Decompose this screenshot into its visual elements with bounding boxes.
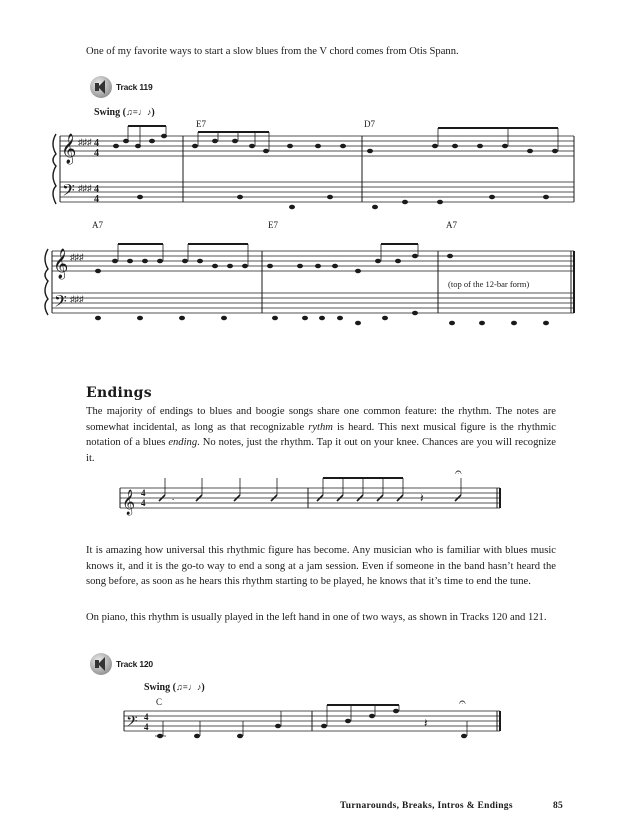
intro-text: One of my favorite ways to start a slow blues from the V chord comes from Otis Spann.: [86, 46, 459, 57]
time-sig-bottom: 4: [94, 194, 99, 205]
time-sig-bottom: 4: [141, 498, 146, 508]
fermata-icon: 𝄐: [455, 465, 462, 479]
time-sig-bottom: 4: [94, 148, 99, 159]
key-signature: ♯♯♯: [78, 137, 92, 147]
rest-icon: 𝄽: [424, 716, 428, 730]
chord-symbol: C: [156, 697, 163, 707]
time-sig-top: 4: [141, 488, 146, 498]
section-heading: Endings: [86, 385, 152, 401]
text-run: The majority of endings to blues and boogie songs share one common feature: the rhythm. The notes are somewhat incidental, as long as that recognizable: [86, 406, 556, 433]
footer-title: Turnarounds, Breaks, Intros & Endings: [340, 801, 513, 811]
swing-marking: Swing (♫=♩♪): [94, 107, 155, 118]
bass-clef-icon: 𝄢: [126, 713, 138, 734]
swing-marking: Swing (♫=♩♪): [144, 682, 205, 693]
chord-symbol: A7: [92, 220, 103, 230]
key-signature: ♯♯♯: [70, 252, 84, 262]
text-run: is heard. This next musical figure is the rhythmic notation of a blues: [86, 421, 556, 449]
swing-close: ): [151, 107, 155, 118]
swing-close: ): [201, 682, 205, 693]
time-sig-top: 4: [94, 184, 99, 195]
dot: .: [172, 492, 175, 502]
page-number: 85: [553, 801, 564, 811]
track-label: Track 120: [116, 659, 153, 669]
treble-clef-icon: 𝄞: [61, 134, 77, 164]
chord-symbol: A7: [446, 220, 457, 230]
track-label: Track 119: [116, 82, 153, 92]
rest-icon: 𝄽: [420, 491, 424, 505]
chord-symbol: D7: [364, 119, 375, 129]
time-sig-bottom: 4: [144, 722, 149, 732]
treble-clef-icon: 𝄞: [53, 249, 69, 279]
chord-symbol: E7: [268, 220, 278, 230]
swing-label: Swing (: [94, 107, 126, 118]
key-signature: ♯♯♯: [70, 294, 84, 304]
text-emphasis: ending: [168, 437, 198, 449]
endings-paragraph-2: It is amazing how universal this rhythmic figure has become. Any musician who is familiar with blues music knows it, and it is the go-to way to end a song at a jam session. Even if someone in the band hasn’t heard the song before, as soon as he hears this rhythm starting to be played, he knows that it’s time to end the tune.: [86, 545, 556, 588]
swing-label: Swing (: [144, 682, 176, 693]
fermata-icon: 𝄐: [459, 695, 466, 709]
bass-clef-icon: 𝄢: [62, 180, 75, 204]
treble-clef-icon: 𝄞: [122, 490, 136, 515]
endings-paragraph-3: On piano, this rhythm is usually played in the left hand in one of two ways, as shown in Tracks 120 and 121.: [86, 612, 547, 623]
time-sig-top: 4: [94, 138, 99, 149]
chord-symbol: E7: [196, 119, 206, 129]
bass-clef-icon: 𝄢: [54, 291, 67, 315]
time-sig-top: 4: [144, 712, 149, 722]
form-annotation: (top of the 12-bar form): [448, 279, 530, 289]
text-emphasis: rythm: [308, 421, 333, 433]
text-run: . No notes, just the rhythm. Tap it out on your knee. Chances are you will recognize it.: [86, 437, 557, 464]
key-signature: ♯♯♯: [78, 183, 92, 193]
